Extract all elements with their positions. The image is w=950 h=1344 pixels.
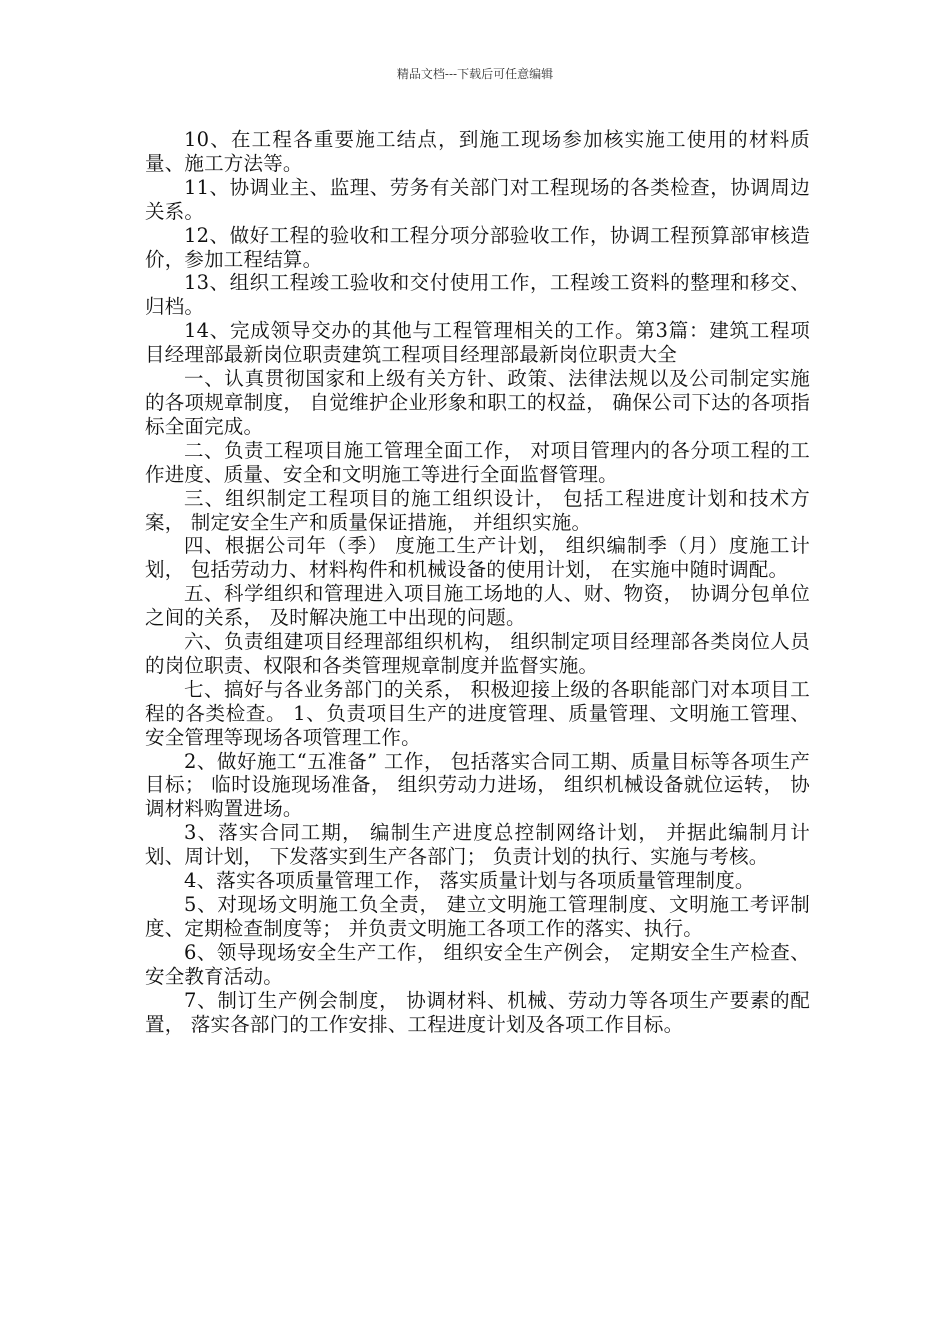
paragraph: 二、负责工程项目施工管理全面工作， 对项目管理内的各分项工程的工作进度、质量、安全和文明施工等进行全面监督管理。 — [145, 438, 810, 486]
paragraph: 六、负责组建项目经理部组织机构， 组织制定项目经理部各类岗位人员的岗位职责、权限和各类管理规章制度并监督实施。 — [145, 630, 810, 677]
paragraph: 5、对现场文明施工负全责， 建立文明施工管理制度、文明施工考评制度、定期检查制度等； 并负责文明施工各项工作的落实、执行。 — [145, 893, 810, 940]
paragraph: 7、制订生产例会制度， 协调材料、机械、劳动力等各项生产要素的配置， 落实各部门的工作安排、工程进度计划及各项工作目标。 — [145, 988, 810, 1036]
paragraph: 4、落实各项质量管理工作， 落实质量计划与各项质量管理制度。 — [184, 869, 755, 893]
document-body — [145, 128, 810, 1036]
page-header: 精品文档---下载后可任意编辑 — [396, 67, 554, 81]
paragraph: 四、根据公司年（季） 度施工生产计划， 组织编制季（月）度施工计划， 包括劳动力、材料构件和机械设备的使用计划， 在实施中随时调配。 — [145, 534, 810, 582]
paragraph: 五、科学组织和管理进入项目施工场地的人、财、物资， 协调分包单位之间的关系， 及时解决施工中出现的问题。 — [145, 582, 810, 630]
paragraph: 12、做好工程的验收和工程分项分部验收工作，协调工程预算部审核造价，参加工程结算。 — [145, 223, 810, 271]
paragraph: 七、搞好与各业务部门的关系， 积极迎接上级的各职能部门对本项目工程的各类检查。 1、负责项目生产的进度管理、质量管理、文明施工管理、安全管理等现场各项管理工作。 — [145, 677, 810, 749]
paragraph: 2、做好施工“五准备” 工作， 包括落实合同工期、质量目标等各项生产目标； 临时设施现场准备， 组织劳动力进场， 组织机械设备就位运转， 协调材料购置进场。 — [145, 749, 810, 821]
paragraph: 10、在工程各重要施工结点，到施工现场参加核实施工使用的材料质量、施工方法等。 — [145, 128, 810, 175]
paragraph: 13、组织工程竣工验收和交付使用工作，工程竣工资料的整理和移交、归档。 — [145, 271, 810, 319]
paragraph: 三、组织制定工程项目的施工组织设计， 包括工程进度计划和技术方案， 制定安全生产和质量保证措施， 并组织实施。 — [145, 486, 810, 534]
paragraph: 11、协调业主、监理、劳务有关部门对工程现场的各类检查，协调周边关系。 — [145, 175, 810, 223]
paragraph: 3、落实合同工期， 编制生产进度总控制网络计划， 并据此编制月计划、周计划， 下发落实到生产各部门； 负责计划的执行、实施与考核。 — [145, 821, 810, 869]
paragraph: 6、领导现场安全生产工作， 组织安全生产例会， 定期安全生产检查、安全教育活动。 — [145, 940, 810, 988]
paragraph: 一、认真贯彻国家和上级有关方针、政策、法律法规以及公司制定实施的各项规章制度， 自觉维护企业形象和职工的权益， 确保公司下达的各项指标全面完成。 — [145, 367, 810, 438]
paragraph: 14、完成领导交办的其他与工程管理相关的工作。第3篇：建筑工程项目经理部最新岗位职责建筑工程项目经理部最新岗位职责大全 — [145, 319, 810, 367]
